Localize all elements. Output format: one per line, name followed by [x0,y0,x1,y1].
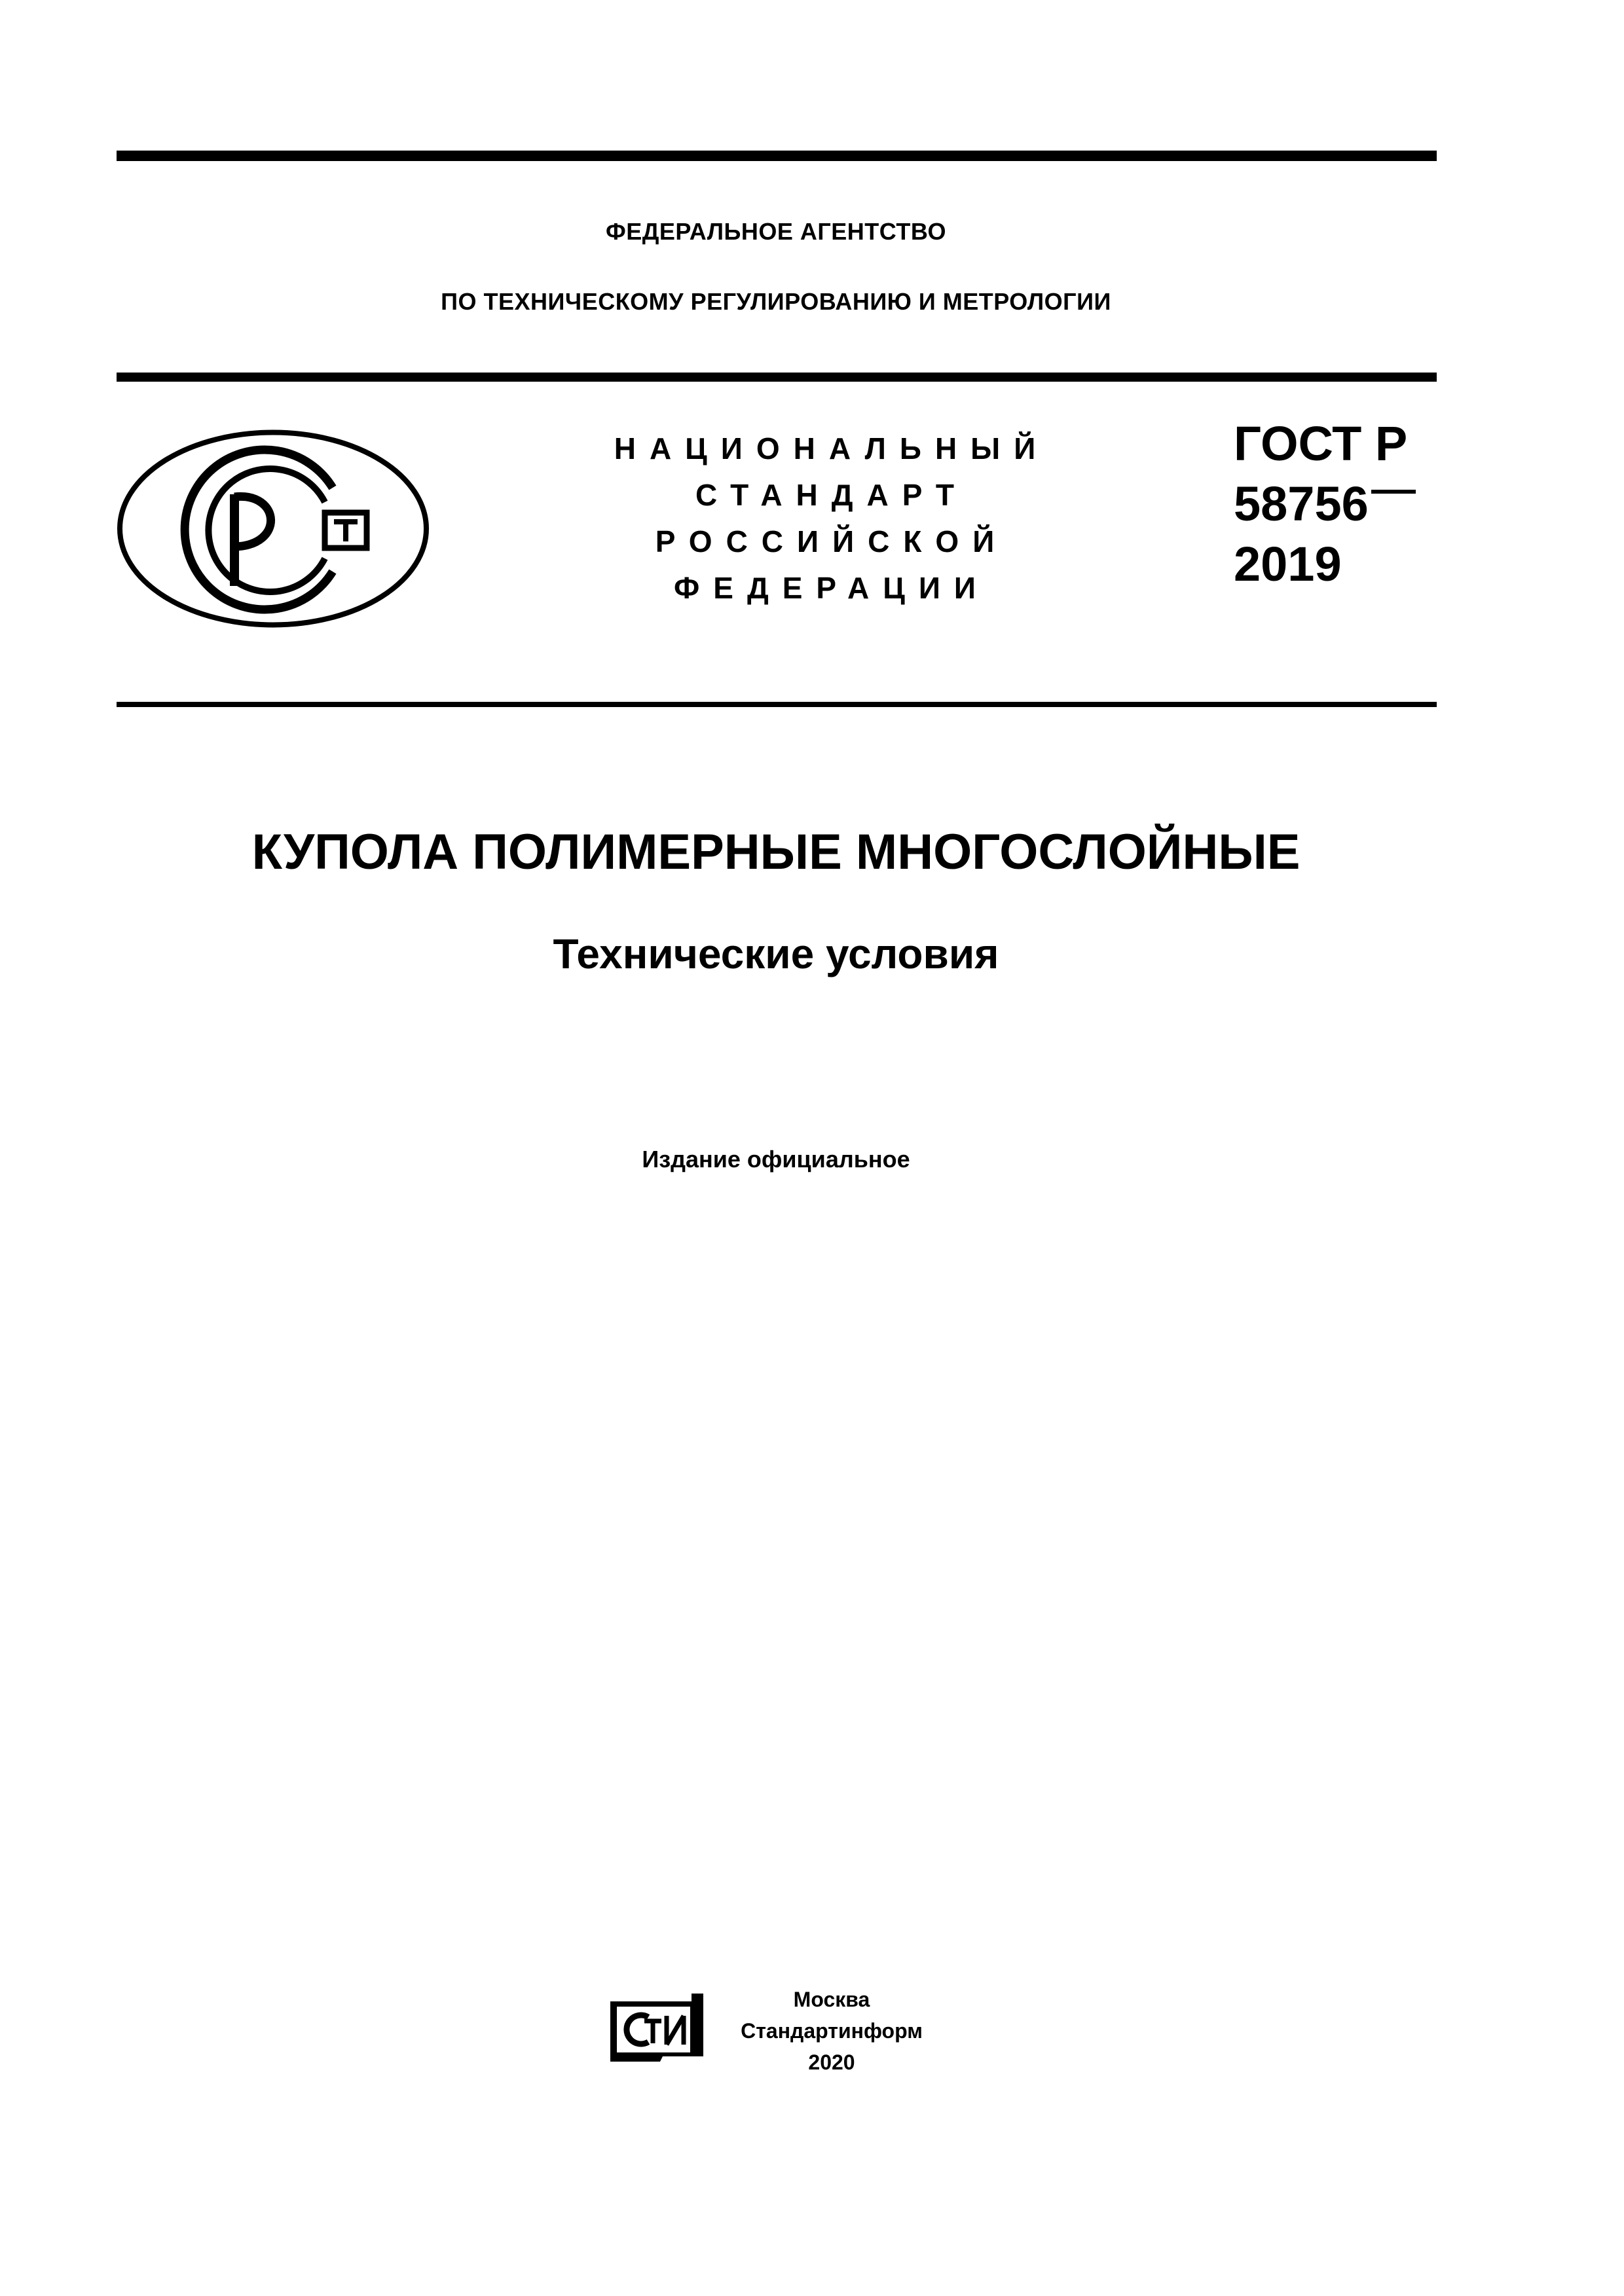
designation-number: 58756 [1234,477,1369,531]
designation-prefix: ГОСТ Р [1234,416,1408,471]
standard-designation [1234,414,1416,594]
publisher-name: Стандартинформ [741,2019,923,2043]
publisher-block [727,1984,936,2078]
standard-type-line4: ФЕДЕРАЦИИ [674,571,989,605]
designation-rule [117,702,1437,707]
standard-type-block [609,426,1054,611]
document-title: КУПОЛА ПОЛИМЕРНЫЕ МНОГОСЛОЙНЫЕ [251,824,1301,880]
publisher-year: 2020 [808,2050,855,2074]
publisher-city: Москва [793,1988,870,2011]
edition-note: Издание официальное [642,1146,910,1173]
designation-dash [1371,490,1416,494]
top-rule [117,151,1437,161]
standard-type-line1: НАЦИОНАЛЬНЫЙ [614,431,1050,465]
agency-name-line1: ФЕДЕРАЛЬНОЕ АГЕНТСТВО [606,218,946,245]
standard-type-line3: РОССИЙСКОЙ [655,524,1008,558]
designation-year: 2019 [1234,537,1342,591]
header-rule [117,373,1437,382]
document-subtitle: Технические условия [553,930,999,977]
designation-number-row [1234,474,1416,534]
sti-logo-icon [608,1988,706,2064]
agency-name-line2: ПО ТЕХНИЧЕСКОМУ РЕГУЛИРОВАНИЮ И МЕТРОЛОГИИ [441,288,1111,315]
standard-type-line2: СТАНДАРТ [695,478,968,512]
rst-logo-icon [117,429,430,629]
